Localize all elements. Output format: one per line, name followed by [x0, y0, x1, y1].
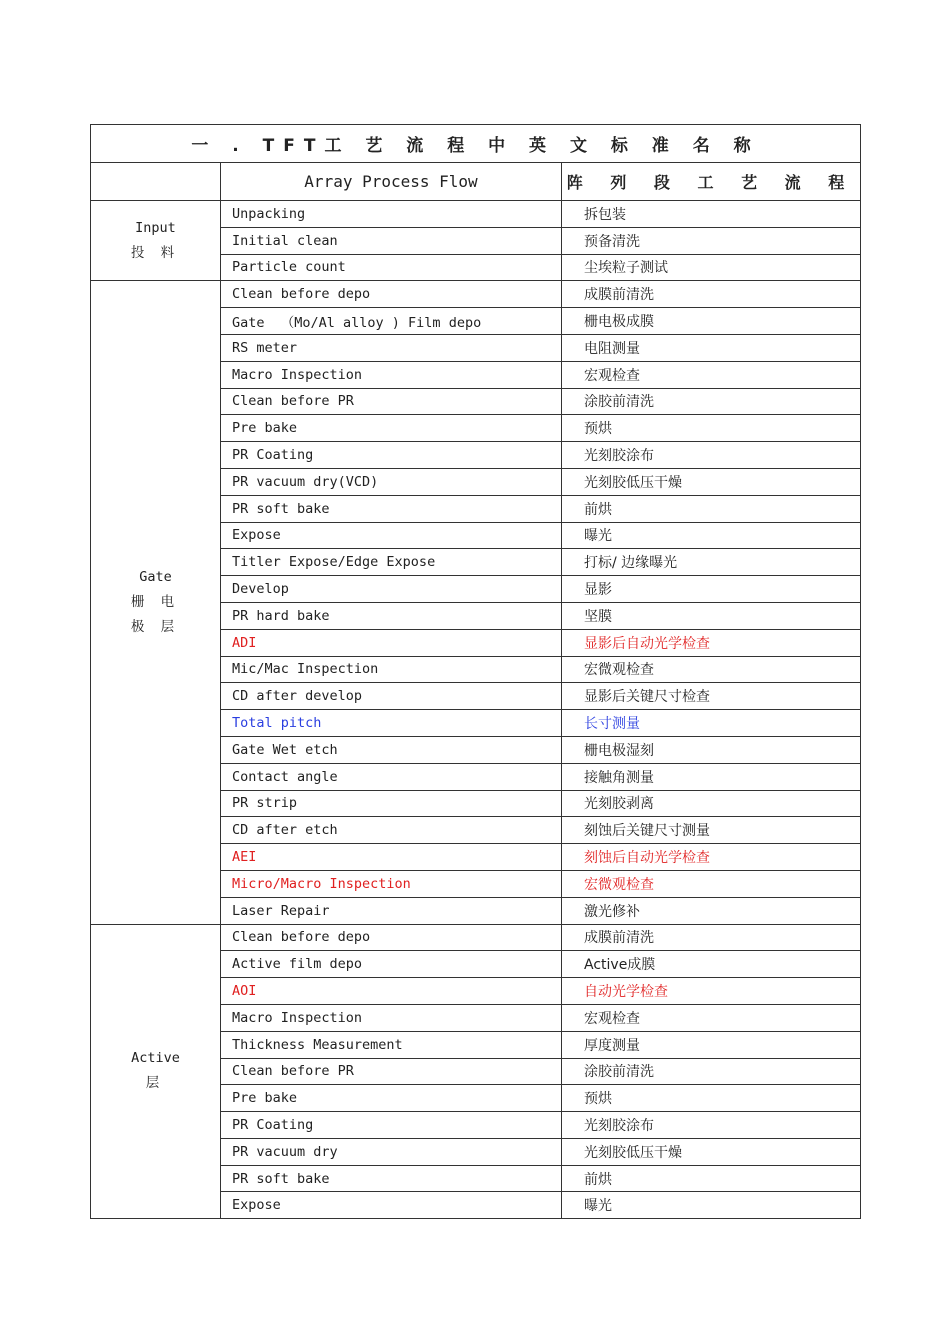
step-chinese: 电阻测量 — [562, 334, 861, 361]
step-english: Laser Repair — [221, 897, 562, 924]
section-name-chinese: 栅 电 极 层 — [130, 593, 181, 635]
step-english: Clean before PR — [221, 1058, 562, 1085]
step-english: Pre bake — [221, 1085, 562, 1112]
step-chinese: 宏微观检查 — [562, 656, 861, 683]
step-english: PR soft bake — [221, 1165, 562, 1192]
step-english: PR strip — [221, 790, 562, 817]
step-chinese: 预烘 — [562, 1085, 861, 1112]
header-row — [91, 163, 861, 201]
step-chinese: 涂胶前清洗 — [562, 1058, 861, 1085]
header-empty-cell — [91, 163, 221, 201]
step-english: Total pitch — [221, 710, 562, 737]
step-english: Gate （Mo/Al alloy ) Film depo — [221, 308, 562, 335]
step-chinese: 打标/ 边缘曝光 — [562, 549, 861, 576]
step-chinese: 拆包装 — [562, 201, 861, 228]
step-chinese: 刻蚀后关键尺寸测量 — [562, 817, 861, 844]
step-chinese: 接触角测量 — [562, 763, 861, 790]
step-chinese: 成膜前清洗 — [562, 281, 861, 308]
step-chinese: 栅电极湿刻 — [562, 736, 861, 763]
table-row — [91, 281, 861, 308]
step-chinese: 显影后关键尺寸检查 — [562, 683, 861, 710]
step-chinese: 曝光 — [562, 1192, 861, 1219]
step-english: Thickness Measurement — [221, 1031, 562, 1058]
step-chinese: 厚度测量 — [562, 1031, 861, 1058]
step-chinese: 坚膜 — [562, 602, 861, 629]
section-label — [91, 924, 221, 1219]
step-chinese: Active成膜 — [562, 951, 861, 978]
step-english: RS meter — [221, 334, 562, 361]
step-english: PR vacuum dry — [221, 1138, 562, 1165]
title-row — [91, 125, 861, 163]
step-english: AEI — [221, 844, 562, 871]
step-chinese: 前烘 — [562, 495, 861, 522]
step-english: Micro/Macro Inspection — [221, 870, 562, 897]
step-chinese: 激光修补 — [562, 897, 861, 924]
step-english: Unpacking — [221, 201, 562, 228]
step-english: Mic/Mac Inspection — [221, 656, 562, 683]
step-chinese: 自动光学检查 — [562, 978, 861, 1005]
step-chinese: 涂胶前清洗 — [562, 388, 861, 415]
section-name-chinese: 投 料 — [130, 244, 181, 261]
step-chinese: 宏观检查 — [562, 1004, 861, 1031]
step-chinese: 成膜前清洗 — [562, 924, 861, 951]
step-chinese: 曝光 — [562, 522, 861, 549]
step-chinese: 预烘 — [562, 415, 861, 442]
step-english: Contact angle — [221, 763, 562, 790]
section-name-chinese: 层 — [145, 1075, 166, 1092]
table-body — [91, 125, 861, 1219]
step-english: Titler Expose/Edge Expose — [221, 549, 562, 576]
section-label — [91, 281, 221, 924]
section-name-english: Input — [135, 219, 176, 236]
step-chinese: 光刻胶涂布 — [562, 1112, 861, 1139]
step-chinese: 前烘 — [562, 1165, 861, 1192]
section-label — [91, 201, 221, 281]
process-flow-table — [90, 124, 861, 1219]
step-english: CD after develop — [221, 683, 562, 710]
step-chinese: 预备清洗 — [562, 227, 861, 254]
step-chinese: 栅电极成膜 — [562, 308, 861, 335]
step-english: PR vacuum dry(VCD) — [221, 468, 562, 495]
step-english: PR Coating — [221, 1112, 562, 1139]
step-english: PR Coating — [221, 442, 562, 469]
step-english: Initial clean — [221, 227, 562, 254]
step-english: Develop — [221, 576, 562, 603]
step-chinese: 显影后自动光学检查 — [562, 629, 861, 656]
step-chinese: 刻蚀后自动光学检查 — [562, 844, 861, 871]
header-chinese: 阵 列 段 工 艺 流 程 — [562, 163, 861, 201]
step-chinese: 尘埃粒子测试 — [562, 254, 861, 281]
step-english: Clean before PR — [221, 388, 562, 415]
section-name-english: Active — [131, 1050, 180, 1067]
step-chinese: 宏观检查 — [562, 361, 861, 388]
step-english: Active film depo — [221, 951, 562, 978]
step-english: Gate Wet etch — [221, 736, 562, 763]
table-row — [91, 201, 861, 228]
step-english: PR soft bake — [221, 495, 562, 522]
step-english: CD after etch — [221, 817, 562, 844]
step-chinese: 光刻胶涂布 — [562, 442, 861, 469]
step-chinese: 显影 — [562, 576, 861, 603]
table-row — [91, 924, 861, 951]
step-chinese: 长寸测量 — [562, 710, 861, 737]
step-chinese: 光刻胶剥离 — [562, 790, 861, 817]
step-english: Macro Inspection — [221, 361, 562, 388]
step-chinese: 光刻胶低压干燥 — [562, 1138, 861, 1165]
step-english: ADI — [221, 629, 562, 656]
step-english: PR hard bake — [221, 602, 562, 629]
step-english: Macro Inspection — [221, 1004, 562, 1031]
step-english: Particle count — [221, 254, 562, 281]
document-title: 一 . TFT工 艺 流 程 中 英 文 标 准 名 称 — [91, 125, 861, 163]
step-english: AOI — [221, 978, 562, 1005]
step-chinese: 光刻胶低压干燥 — [562, 468, 861, 495]
step-english: Expose — [221, 522, 562, 549]
header-english: Array Process Flow — [221, 163, 562, 201]
section-name-english: Gate — [139, 568, 172, 585]
step-english: Clean before depo — [221, 281, 562, 308]
step-english: Pre bake — [221, 415, 562, 442]
step-chinese: 宏微观检查 — [562, 870, 861, 897]
step-english: Clean before depo — [221, 924, 562, 951]
step-english: Expose — [221, 1192, 562, 1219]
